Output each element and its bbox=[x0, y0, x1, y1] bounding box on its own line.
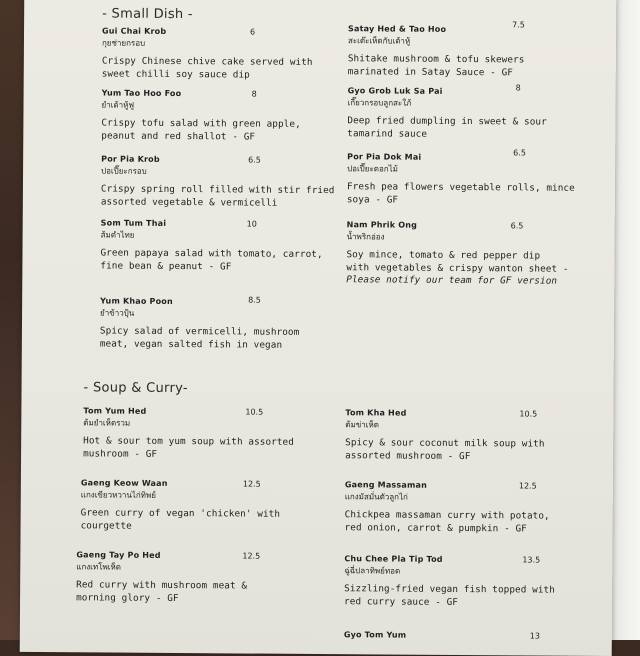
item-price: 10 bbox=[246, 219, 257, 229]
item-name: Tom Yum Hed bbox=[83, 406, 147, 416]
item-price: 6.5 bbox=[510, 221, 524, 231]
item-price: 10.5 bbox=[519, 409, 538, 419]
item-price: 7.5 bbox=[512, 20, 525, 30]
item-thai-name: ต้มข่าเห็ด bbox=[345, 420, 379, 430]
item-description bbox=[76, 579, 326, 606]
item-name: Satay Hed & Tao Hoo bbox=[348, 24, 447, 34]
item-thai-name: ฉู่ฉี่ปลาทิพย์ทอด bbox=[344, 566, 401, 576]
item-description bbox=[345, 509, 605, 536]
description-line: soya - GF bbox=[346, 193, 399, 206]
item-price: 13.5 bbox=[522, 555, 541, 565]
description-line: sweet chilli soy sauce dip bbox=[101, 67, 250, 81]
menu-item-gyo-grob-luk-sa-pai bbox=[347, 83, 597, 142]
description-line: courgette bbox=[80, 519, 132, 532]
item-price: 6 bbox=[250, 27, 256, 37]
menu-item-satay-hed bbox=[347, 20, 598, 80]
item-price: 12.5 bbox=[242, 551, 261, 561]
item-description bbox=[100, 247, 340, 274]
item-name: Yum Tao Hoo Foo bbox=[101, 88, 182, 99]
menu-item-nam-phrik-ong bbox=[346, 220, 606, 288]
item-thai-name: แกงมัสมั่นตัวลูกไก่ bbox=[344, 492, 408, 502]
item-thai-name: ยำข้าวปุ้น bbox=[100, 308, 135, 318]
menu-item-chu-chee-pla-tip-tod bbox=[344, 554, 604, 610]
item-price: 12.5 bbox=[518, 481, 537, 491]
menu-item-yum-tao-hoo-foo bbox=[101, 88, 341, 144]
item-description bbox=[100, 325, 340, 352]
item-price: 10.5 bbox=[245, 407, 264, 417]
description-line: Red curry with mushroom meat & bbox=[76, 579, 248, 592]
item-description bbox=[81, 507, 331, 534]
gf-notice: Please notify our team for GF version bbox=[346, 274, 558, 287]
menu-item-gyo-tom-yum bbox=[344, 630, 604, 641]
item-thai-name: แกงเขียวหวานไก่ทิพย์ bbox=[80, 490, 156, 500]
description-line: fine bean & peanut - GF bbox=[100, 259, 232, 272]
description-line: Green curry of vegan 'chicken' with bbox=[80, 507, 281, 520]
item-price: 8 bbox=[515, 83, 521, 93]
description-line: Spicy & sour coconut milk soup with bbox=[345, 437, 545, 450]
menu-item-yum-khao-poon bbox=[100, 296, 340, 352]
description-line: Spicy salad of vermicelli, mushroom bbox=[99, 325, 300, 338]
description-line: meat, vegan salted fish in vegan bbox=[99, 337, 283, 351]
description-line: Deep fried dumpling in sweet & sour bbox=[347, 115, 547, 128]
item-thai-name: สะเต๊ะเห็ดกับเต้าหู้ bbox=[347, 36, 411, 46]
item-price: 8.5 bbox=[248, 295, 261, 305]
description-line: Crispy Chinese chive cake served with bbox=[101, 55, 313, 68]
description-line: marinated in Satay Sauce - GF bbox=[347, 65, 514, 78]
item-thai-name: ปอเปี๊ยะกรอบ bbox=[101, 166, 147, 176]
item-description bbox=[347, 181, 597, 208]
item-price: 8 bbox=[251, 89, 257, 99]
item-price: 13 bbox=[529, 631, 541, 641]
menu-item-por-pia-krob bbox=[101, 154, 341, 210]
section-title-small-dish: - Small Dish - bbox=[102, 6, 193, 23]
description-line: Crispy tofu salad with green apple, bbox=[101, 117, 301, 130]
item-name: Nam Phrik Ong bbox=[346, 220, 418, 230]
menu-item-gui-chai-krob bbox=[102, 26, 342, 82]
item-name: Yum Khao Poon bbox=[100, 296, 173, 306]
item-thai-name: น้ำพริกอ่อง bbox=[346, 232, 385, 242]
description-line: Chickpea massaman curry with potato, bbox=[344, 509, 550, 522]
item-name: Gaeng Massaman bbox=[344, 480, 428, 490]
description-line: with vegetables & crispy wanton sheet - bbox=[346, 261, 569, 275]
menu-item-tom-kha-hed bbox=[345, 408, 605, 464]
section-title-soup-curry: - Soup & Curry- bbox=[83, 380, 188, 397]
item-description bbox=[348, 53, 598, 80]
item-name: Gaeng Tay Po Hed bbox=[76, 550, 161, 560]
description-line: Soy mince, tomato & red pepper dip bbox=[346, 249, 541, 262]
item-thai-name: เกี๊ยวกรอบลูกสะใภ้ bbox=[347, 98, 412, 108]
menu-item-gaeng-massaman bbox=[345, 480, 605, 536]
description-line: tamarind sauce bbox=[347, 127, 428, 140]
item-name: Gyo Tom Yum bbox=[343, 630, 407, 640]
description-line: mushroom - GF bbox=[83, 447, 158, 460]
item-description bbox=[345, 437, 605, 464]
item-description bbox=[346, 249, 606, 288]
menu-item-tom-yum-hed bbox=[83, 406, 333, 462]
menu-item-som-tum-thai bbox=[100, 218, 340, 274]
item-description bbox=[102, 55, 342, 82]
item-name: Som Tum Thai bbox=[100, 218, 167, 228]
item-price: 6.5 bbox=[248, 155, 261, 165]
item-thai-name: ต้มยำเห็ดรวม bbox=[83, 418, 131, 428]
description-line: assorted vegetable & vermicelli bbox=[100, 195, 278, 209]
item-price: 12.5 bbox=[242, 479, 261, 489]
item-description bbox=[344, 583, 604, 610]
item-description bbox=[347, 115, 597, 142]
item-description bbox=[83, 435, 333, 462]
description-line: peanut and red shallot - GF bbox=[101, 129, 256, 143]
item-thai-name: แกงเทโพเห็ด bbox=[76, 562, 122, 572]
item-description bbox=[101, 183, 341, 210]
description-line: assorted mushroom - GF bbox=[345, 449, 471, 462]
item-name: Gaeng Keow Waan bbox=[80, 478, 168, 488]
description-line: Green papaya salad with tomato, carrot, bbox=[100, 247, 323, 261]
item-thai-name: ส้มตำไทย bbox=[100, 230, 135, 240]
item-name: Por Pia Dok Mai bbox=[347, 152, 422, 162]
item-price: 6.5 bbox=[513, 148, 526, 158]
description-line: Hot & sour tom yum soup with assorted bbox=[83, 435, 295, 448]
description-line: Shitake mushroom & tofu skewers bbox=[347, 53, 525, 66]
menu-item-gaeng-tay-po-hed bbox=[76, 550, 326, 606]
item-name: Gyo Grob Luk Sa Pai bbox=[347, 86, 443, 96]
item-name: Gui Chai Krob bbox=[102, 26, 167, 36]
item-name: Por Pia Krob bbox=[101, 154, 160, 164]
description-line: Fresh pea flowers vegetable rolls, mince bbox=[346, 181, 575, 194]
item-thai-name: กุยช่ายกรอบ bbox=[101, 38, 146, 48]
description-line: morning glory - GF bbox=[76, 591, 179, 604]
description-line: Sizzling-fried vegan fish topped with bbox=[344, 583, 555, 596]
item-description bbox=[101, 117, 341, 144]
item-thai-name: ปอเปี๊ยะดอกไม้ bbox=[347, 164, 398, 174]
item-name: Tom Kha Hed bbox=[345, 408, 407, 418]
menu-item-por-pia-dok-mai bbox=[346, 148, 597, 208]
menu-page bbox=[20, 0, 617, 656]
item-thai-name: ยำเต้าหู้ฟู bbox=[101, 100, 135, 110]
description-line: Crispy spring roll filled with stir fried bbox=[100, 183, 335, 197]
description-line: red curry sauce - GF bbox=[344, 595, 459, 608]
item-name: Chu Chee Pla Tip Tod bbox=[344, 554, 443, 564]
description-line: red onion, carrot & pumpkin - GF bbox=[344, 521, 527, 534]
menu-item-gaeng-keow-waan bbox=[81, 478, 331, 534]
